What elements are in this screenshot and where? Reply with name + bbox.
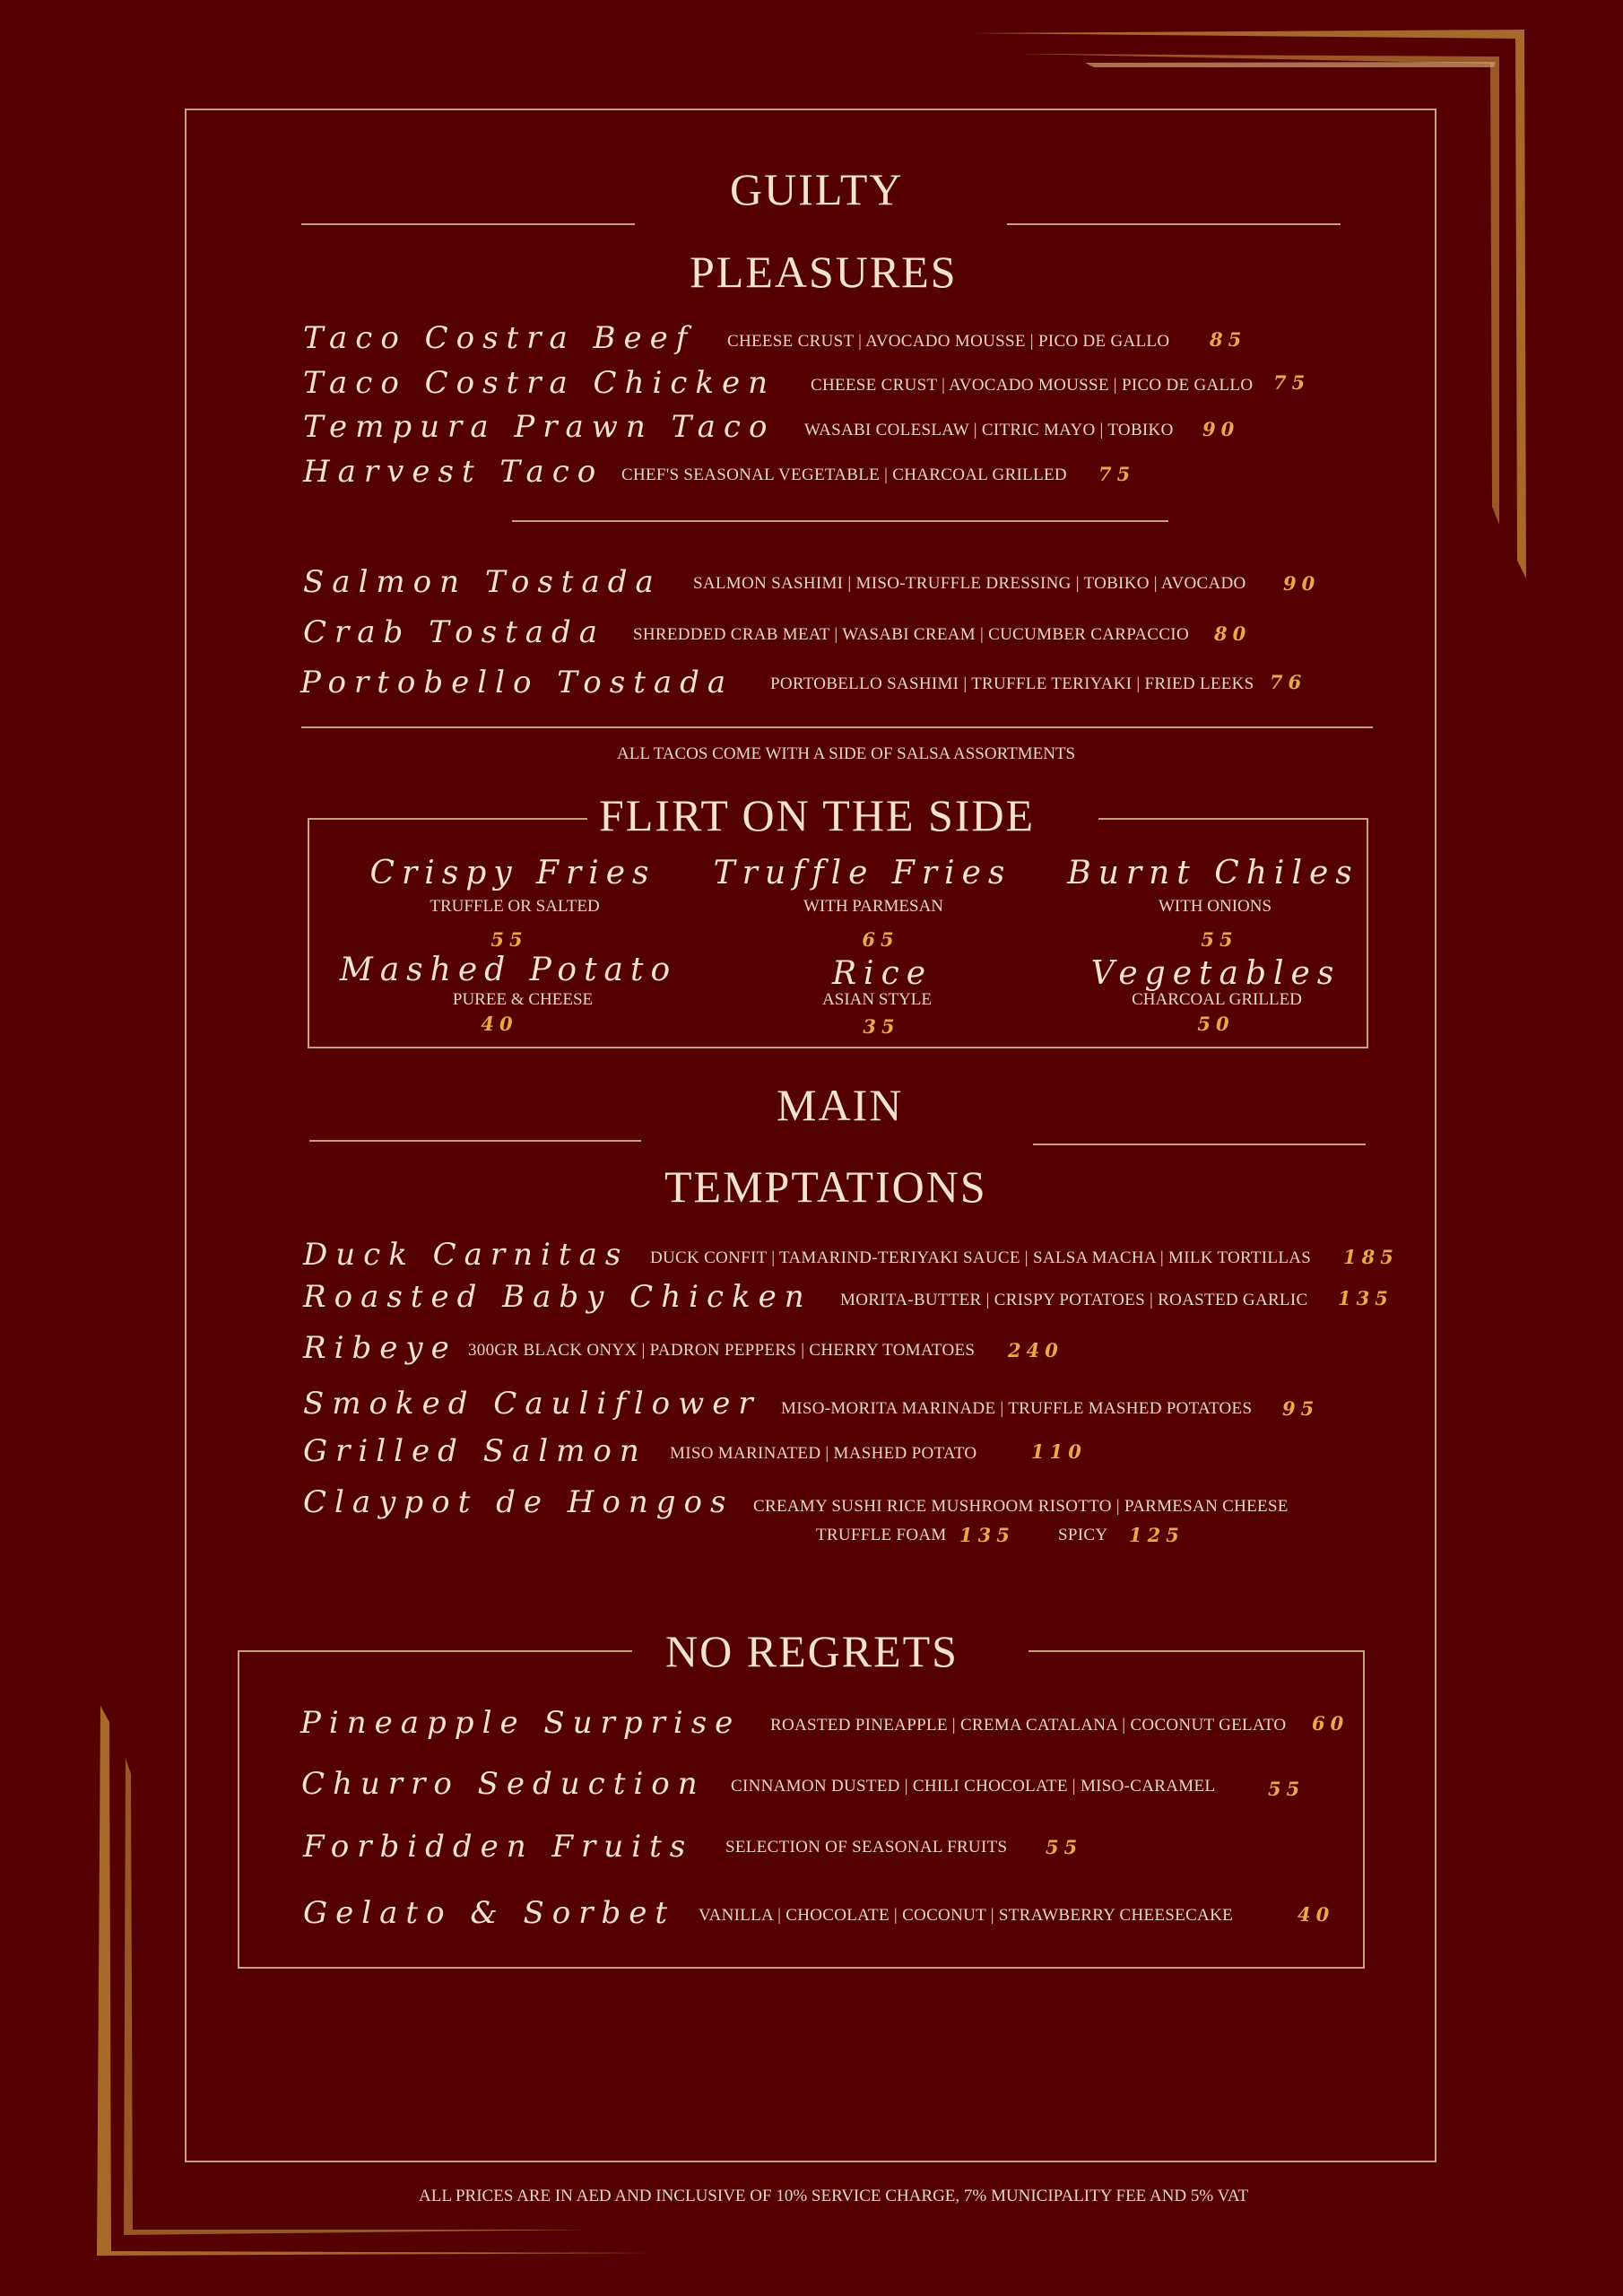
menu-item-description: CHEESE CRUST | AVOCADO MOUSSE | PICO DE GALLO	[811, 376, 1254, 395]
menu-item-description: SELECTION OF SEASONAL FRUITS	[725, 1838, 1008, 1857]
side-item-name: Rice	[831, 955, 933, 992]
menu-item-description: MISO MARINATED | MASHED POTATO	[670, 1444, 977, 1463]
menu-item-description: DUCK CONFIT | TAMARIND-TERIYAKI SAUCE | SALSA MACHA | MILK TORTILLAS	[650, 1248, 1312, 1267]
section-note: ALL TACOS COME WITH A SIDE OF SALSA ASSORTMENTS	[617, 744, 1076, 763]
side-item-name: Burnt Chiles	[1067, 855, 1359, 891]
divider-line	[512, 520, 1168, 522]
menu-item-name: Tempura Prawn Taco	[303, 409, 776, 445]
menu-item-price: 240	[1008, 1339, 1063, 1361]
menu-item-description: ROASTED PINEAPPLE | CREMA CATALANA | COCONUT GELATO	[770, 1716, 1287, 1735]
menu-item-price: 60	[1312, 1712, 1350, 1735]
menu-item-description: WASABI COLESLAW | CITRIC MAYO | TOBIKO	[804, 421, 1174, 439]
menu-item-name: Salmon Tostada	[303, 564, 662, 600]
menu-item-name: Gelato & Sorbet	[303, 1895, 676, 1931]
menu-item-price: 55	[1268, 1778, 1306, 1800]
menu-item-price: 90	[1283, 572, 1321, 595]
side-item-price: 55	[1201, 928, 1238, 951]
menu-item-price: 110	[1031, 1440, 1087, 1463]
menu-item-name: Pineapple Surprise	[300, 1705, 742, 1741]
menu-item-price: 125	[1129, 1524, 1185, 1546]
menu-item-price: 75	[1098, 463, 1136, 485]
menu-item-description: SHREDDED CRAB MEAT | WASABI CREAM | CUCUMBER CARPACCIO	[633, 625, 1189, 644]
side-item-subtitle: WITH PARMESAN	[803, 897, 944, 916]
divider-line	[309, 1140, 641, 1142]
side-item-subtitle: WITH ONIONS	[1158, 897, 1272, 916]
menu-item-name: Crab Tostada	[303, 614, 606, 650]
menu-item-name: Churro Seduction	[301, 1766, 706, 1802]
menu-item-option-label: SPICY	[1058, 1526, 1108, 1544]
menu-item-price: 80	[1214, 622, 1252, 645]
divider-line	[301, 223, 635, 225]
footer-price-note: ALL PRICES ARE IN AED AND INCLUSIVE OF 10% SERVICE CHARGE, 7% MUNICIPALITY FEE AND 5% VAT	[419, 2187, 1249, 2205]
side-item-name: Vegetables	[1090, 955, 1341, 992]
menu-item-description: CHEESE CRUST | AVOCADO MOUSSE | PICO DE GALLO	[727, 332, 1170, 351]
menu-item-description: MISO-MORITA MARINADE | TRUFFLE MASHED POTATOES	[781, 1399, 1253, 1418]
section-title-pleasures: PLEASURES	[690, 247, 958, 297]
menu-item-name: Claypot de Hongos	[303, 1484, 734, 1520]
menu-item-name: Roasted Baby Chicken	[303, 1279, 812, 1315]
side-item-price: 40	[481, 1013, 518, 1035]
menu-item-name: Portobello Tostada	[300, 665, 734, 700]
section-title-temptations: TEMPTATIONS	[664, 1161, 987, 1212]
menu-item-price: 76	[1270, 671, 1307, 693]
side-item-name: Truffle Fries	[713, 855, 1012, 891]
side-item-price: 35	[863, 1015, 900, 1038]
menu-item-name: Duck Carnitas	[303, 1237, 629, 1273]
divider-line	[301, 726, 1373, 728]
menu-item-price: 55	[1046, 1836, 1083, 1858]
menu-item-description: CINNAMON DUSTED | CHILI CHOCOLATE | MISO-CARAMEL	[731, 1777, 1216, 1796]
section-title-sides: FLIRT ON THE SIDE	[599, 790, 1036, 840]
menu-item-price: 40	[1298, 1903, 1335, 1926]
menu-item-name: Ribeye	[303, 1330, 457, 1366]
menu-item-option-label: TRUFFLE FOAM	[816, 1526, 947, 1544]
side-item-price: 50	[1197, 1013, 1235, 1035]
menu-item-price: 135	[1338, 1287, 1393, 1309]
divider-line	[1033, 1144, 1366, 1145]
section-title-no-regrets: NO REGRETS	[665, 1626, 959, 1676]
side-item-name: Crispy Fries	[369, 855, 656, 891]
menu-item-name: Taco Costra Beef	[303, 320, 696, 356]
side-item-subtitle: TRUFFLE OR SALTED	[430, 897, 600, 916]
menu-item-description: CHEF'S SEASONAL VEGETABLE | CHARCOAL GRILLED	[621, 465, 1067, 484]
menu-item-description: VANILLA | CHOCOLATE | COCONUT | STRAWBERRY CHEESECAKE	[699, 1906, 1233, 1925]
menu-item-description: 300GR BLACK ONYX | PADRON PEPPERS | CHERRY TOMATOES	[468, 1341, 976, 1360]
menu-item-name: Harvest Taco	[303, 454, 604, 490]
side-item-name: Mashed Potato	[339, 952, 678, 988]
side-item-price: 65	[862, 928, 899, 951]
menu-item-price: 95	[1282, 1397, 1320, 1420]
side-item-subtitle: ASIAN STYLE	[822, 990, 932, 1009]
menu-item-price: 85	[1210, 328, 1247, 351]
menu-item-description: CREAMY SUSHI RICE MUSHROOM RISOTTO | PARMESAN CHEESE	[753, 1497, 1289, 1516]
side-item-subtitle: CHARCOAL GRILLED	[1132, 990, 1302, 1009]
menu-item-name: Forbidden Fruits	[303, 1829, 694, 1865]
menu-item-name: Grilled Salmon	[303, 1433, 647, 1469]
section-title-guilty: GUILTY	[730, 164, 904, 214]
menu-item-name: Taco Costra Chicken	[303, 365, 777, 401]
menu-item-description: SALMON SASHIMI | MISO-TRUFFLE DRESSING | TOBIKO | AVOCADO	[693, 574, 1246, 593]
side-item-price: 55	[490, 928, 528, 951]
menu-item-description: MORITA-BUTTER | CRISPY POTATOES | ROASTED GARLIC	[840, 1291, 1308, 1309]
menu-item-price: 185	[1343, 1246, 1399, 1268]
menu-item-price: 75	[1273, 371, 1311, 394]
side-item-subtitle: PUREE & CHEESE	[452, 990, 594, 1009]
divider-line	[1007, 223, 1341, 225]
section-title-main: MAIN	[777, 1080, 904, 1130]
menu-item-price: 90	[1202, 418, 1240, 440]
menu-item-name: Smoked Cauliflower	[303, 1386, 761, 1422]
menu-item-price: 135	[959, 1524, 1015, 1546]
menu-item-description: PORTOBELLO SASHIMI | TRUFFLE TERIYAKI | FRIED LEEKS	[770, 674, 1254, 693]
